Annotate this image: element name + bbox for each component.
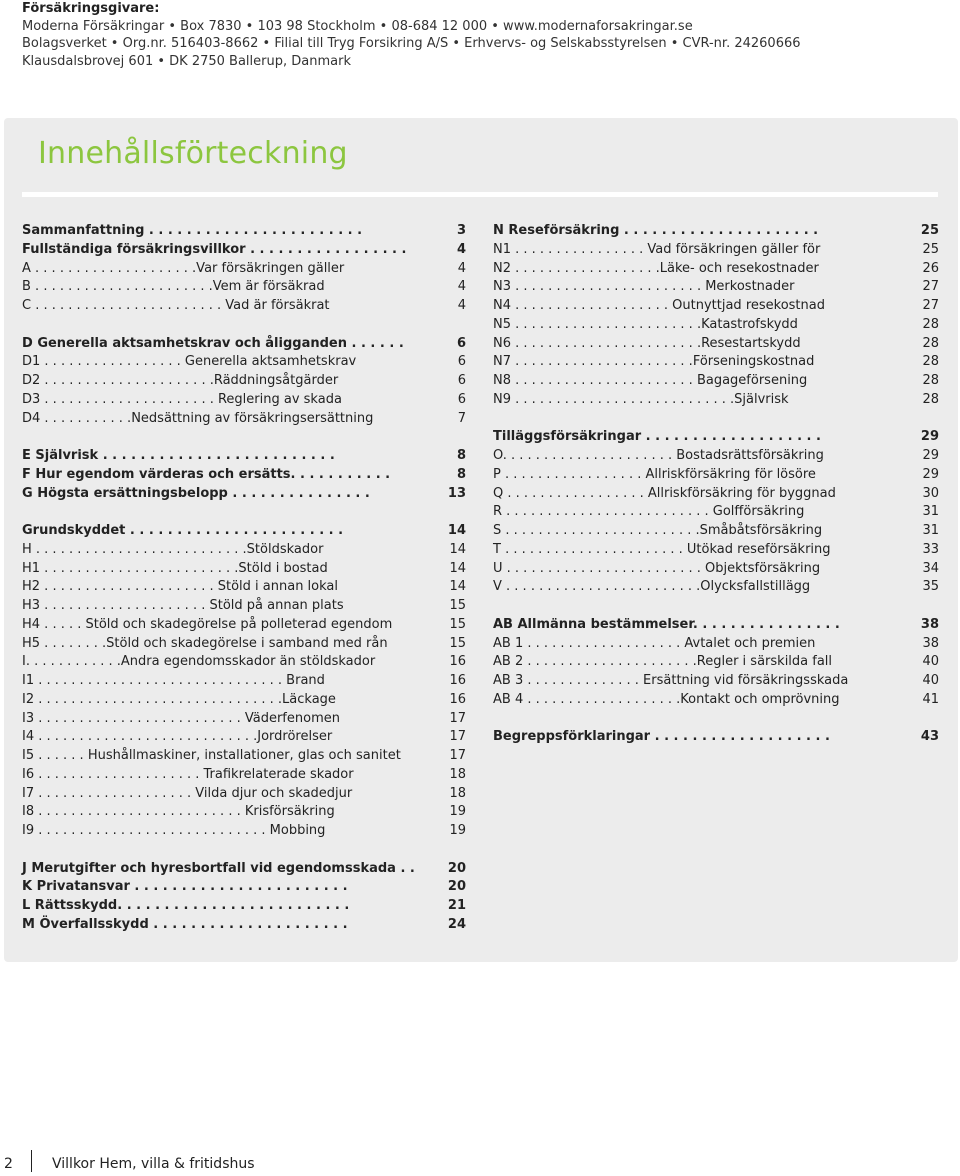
toc-entry-label: Tilläggsförsäkringar . . . . . . . . . . . . . . . . . . . — [493, 429, 821, 445]
toc-entry[interactable] — [22, 616, 470, 635]
toc-entry-page: 16 — [449, 691, 466, 707]
toc-entry[interactable] — [22, 353, 470, 372]
toc-entry-label: M Överfallsskydd . . . . . . . . . . . . . . . . . . . . . — [22, 916, 348, 932]
toc-entry[interactable] — [22, 822, 470, 841]
toc-entry[interactable] — [493, 260, 939, 279]
toc-spacer — [22, 503, 470, 522]
toc-entry[interactable] — [493, 485, 939, 504]
toc-entry-page: 30 — [922, 485, 939, 501]
toc-entry-page: 29 — [920, 429, 939, 445]
toc-entry[interactable] — [22, 728, 470, 747]
toc-entry-label: I9 . . . . . . . . . . . . . . . . . . . . . . . . . . . . Mobbing — [22, 823, 326, 838]
toc-entry-label: U . . . . . . . . . . . . . . . . . . . . . . . . Objektsförsäkring — [493, 560, 821, 576]
toc-entry-page: 25 — [920, 223, 939, 238]
insurer-heading: Försäkringsgivare: — [22, 1, 160, 16]
toc-entry-page: 26 — [922, 260, 939, 276]
document-title: Villkor Hem, villa & fritidshus — [52, 1156, 255, 1172]
toc-divider — [22, 192, 938, 197]
toc-entry-label: I2 . . . . . . . . . . . . . . . . . . . . . . . . . . . . . .Läckage — [22, 691, 336, 707]
toc-entry-label: V . . . . . . . . . . . . . . . . . . . . . . . .Olycksfallstillägg — [493, 579, 811, 595]
toc-entry-label: N8 . . . . . . . . . . . . . . . . . . . . . . Bagageförsening — [493, 373, 808, 388]
toc-section-entry[interactable] — [493, 616, 939, 635]
toc-section-entry[interactable] — [22, 897, 470, 916]
toc-entry[interactable] — [22, 260, 470, 279]
toc-entry-page: 27 — [922, 279, 939, 295]
toc-entry-page: 28 — [922, 335, 939, 351]
toc-entry-page: 14 — [447, 523, 466, 538]
toc-entry-label: AB 1 . . . . . . . . . . . . . . . . . . . Avtalet och premien — [493, 635, 816, 651]
toc-entry-label: Begreppsförklaringar . . . . . . . . . . . . . . . . . . . — [493, 729, 830, 745]
toc-entry[interactable] — [22, 597, 470, 616]
toc-entry-page: 21 — [447, 898, 466, 913]
toc-entry-label: D Generella aktsamhetskrav och åligganden . . . . . . — [22, 335, 404, 351]
page-footer — [0, 1150, 960, 1176]
toc-entry-label: N1 . . . . . . . . . . . . . . . . Vad försäkringen gäller för — [493, 241, 821, 257]
toc-entry-page: 40 — [922, 673, 939, 688]
toc-entry-label: B . . . . . . . . . . . . . . . . . . . . . .Vem är försäkrad — [22, 279, 325, 295]
toc-entry-page: 17 — [449, 729, 466, 745]
toc-entry-label: AB 3 . . . . . . . . . . . . . . Ersättning vid försäkringsskada — [493, 673, 849, 688]
toc-entry-label: I4 . . . . . . . . . . . . . . . . . . . . . . . . . . .Jordrörelser — [22, 729, 333, 745]
toc-entry[interactable] — [493, 503, 939, 522]
toc-entry-label: D3 . . . . . . . . . . . . . . . . . . . . . Reglering av skada — [22, 391, 342, 407]
toc-entry-label: N5 . . . . . . . . . . . . . . . . . . . . . . .Katastrofskydd — [493, 316, 798, 332]
toc-entry-label: Sammanfattning . . . . . . . . . . . . . . . . . . . . . . . — [22, 223, 363, 238]
toc-entry-page: 19 — [449, 823, 466, 838]
toc-entry[interactable] — [493, 241, 939, 260]
toc-entry-label: R . . . . . . . . . . . . . . . . . . . . . . . . . Golfförsäkring — [493, 504, 805, 520]
toc-entry[interactable] — [493, 466, 939, 485]
toc-entry-page: 35 — [922, 579, 939, 595]
toc-entry-page: 3 — [456, 223, 466, 238]
toc-entry-label: I3 . . . . . . . . . . . . . . . . . . . . . . . . . Väderfenomen — [22, 710, 340, 726]
toc-entry-page: 15 — [449, 598, 466, 613]
toc-entry[interactable] — [22, 635, 470, 654]
toc-entry[interactable] — [493, 297, 939, 316]
toc-entry-page: 24 — [447, 916, 466, 932]
toc-entry[interactable] — [493, 541, 939, 560]
toc-entry[interactable] — [493, 316, 939, 335]
toc-entry-label: E Självrisk . . . . . . . . . . . . . . . . . . . . . . . . . — [22, 448, 335, 463]
toc-section-entry[interactable] — [493, 428, 939, 447]
toc-entry-page: 28 — [922, 354, 939, 370]
toc-entry[interactable] — [22, 372, 470, 391]
toc-section-entry[interactable] — [22, 860, 470, 879]
toc-entry-label: T . . . . . . . . . . . . . . . . . . . . . . Utökad reseförsäkring — [493, 541, 831, 557]
toc-entry[interactable] — [493, 278, 939, 297]
toc-entry[interactable] — [493, 522, 939, 541]
toc-entry-label: N Reseförsäkring . . . . . . . . . . . . . . . . . . . . . — [493, 223, 819, 238]
toc-entry-page: 40 — [922, 654, 939, 670]
toc-entry-label: S . . . . . . . . . . . . . . . . . . . . . . . .Småbåtsförsäkring — [493, 523, 823, 538]
toc-entry[interactable] — [22, 541, 470, 560]
toc-entry-page: 16 — [449, 654, 466, 670]
toc-entry[interactable] — [22, 803, 470, 822]
toc-entry-label: AB Allmänna bestämmelser. . . . . . . . . . . . . . . . — [493, 616, 840, 632]
toc-entry-page: 13 — [447, 485, 466, 501]
toc-entry-page: 14 — [449, 560, 466, 576]
toc-entry[interactable] — [493, 635, 939, 654]
insurer-header — [22, 0, 801, 70]
toc-section-entry[interactable] — [22, 485, 470, 504]
toc-entry-label: I6 . . . . . . . . . . . . . . . . . . . . Trafikrelaterade skador — [22, 766, 354, 782]
toc-entry-page: 14 — [449, 541, 466, 557]
toc-entry-page: 28 — [922, 373, 939, 388]
toc-entry-label: I1 . . . . . . . . . . . . . . . . . . . . . . . . . . . . . . Brand — [22, 673, 325, 688]
toc-entry[interactable] — [22, 691, 470, 710]
toc-entry-page: 28 — [922, 316, 939, 332]
toc-entry-page: 20 — [447, 879, 466, 895]
toc-entry-page: 16 — [449, 673, 466, 688]
toc-entry-label: F Hur egendom värderas och ersätts. . . . . . . . . . . — [22, 466, 391, 482]
toc-entry-page: 38 — [922, 635, 939, 651]
toc-entry-page: 7 — [457, 410, 466, 426]
toc-title: Innehållsförteckning — [38, 136, 348, 171]
toc-entry-label: D1 . . . . . . . . . . . . . . . . . Generella aktsamhetskrav — [22, 354, 357, 370]
toc-entry-label: I5 . . . . . . Hushållmaskiner, installationer, glas och sanitet — [22, 748, 401, 763]
toc-entry-label: I7 . . . . . . . . . . . . . . . . . . . Vilda djur och skadedjur — [22, 785, 353, 801]
toc-section-entry[interactable] — [22, 916, 470, 935]
toc-entry-label: N4 . . . . . . . . . . . . . . . . . . . Outnyttjad resekostnad — [493, 298, 825, 313]
toc-entry[interactable] — [493, 372, 939, 391]
toc-entry-label: J Merutgifter och hyresbortfall vid egendomsskada . . — [22, 860, 415, 876]
toc-entry-page: 34 — [922, 560, 939, 576]
toc-entry[interactable] — [22, 747, 470, 766]
toc-entry-page: 17 — [449, 710, 466, 726]
footer-divider — [31, 1150, 32, 1172]
toc-entry-page: 29 — [922, 466, 939, 482]
toc-entry[interactable] — [493, 391, 939, 410]
toc-section-entry[interactable] — [22, 222, 470, 241]
toc-entry-label: I8 . . . . . . . . . . . . . . . . . . . . . . . . . Krisförsäkring — [22, 804, 335, 820]
toc-entry-page: 4 — [457, 279, 466, 295]
toc-section-entry[interactable] — [22, 241, 470, 260]
toc-entry-page: 18 — [449, 785, 466, 801]
toc-entry[interactable] — [493, 560, 939, 579]
toc-entry[interactable] — [22, 785, 470, 804]
toc-entry-page: 43 — [920, 729, 939, 745]
toc-entry-label: N2 . . . . . . . . . . . . . . . . . .Läke- och resekostnader — [493, 260, 819, 276]
toc-entry-label: C . . . . . . . . . . . . . . . . . . . . . . . Vad är försäkrat — [22, 298, 330, 313]
toc-entry-label: D2 . . . . . . . . . . . . . . . . . . . . .Räddningsåtgärder — [22, 373, 339, 388]
insurer-address-line: Moderna Försäkringar • Box 7830 • 103 98 Stockholm • 08-684 12 000 • www.modernaforsakringar.se — [22, 18, 693, 34]
toc-section-entry[interactable] — [22, 522, 470, 541]
toc-entry[interactable] — [493, 335, 939, 354]
toc-entry-page: 4 — [456, 241, 466, 257]
toc-entry-label: H5 . . . . . . . .Stöld och skadegörelse i samband med rån — [22, 635, 388, 651]
toc-spacer — [22, 316, 470, 335]
toc-entry-label: Grundskyddet . . . . . . . . . . . . . . . . . . . . . . . — [22, 523, 344, 538]
toc-spacer — [22, 428, 470, 447]
toc-entry-page: 8 — [456, 466, 466, 482]
toc-entry-page: 4 — [457, 260, 466, 276]
toc-entry[interactable] — [22, 410, 470, 429]
toc-entry-label: L Rättsskydd. . . . . . . . . . . . . . . . . . . . . . . . . — [22, 898, 350, 913]
toc-entry[interactable] — [22, 672, 470, 691]
toc-entry[interactable] — [22, 278, 470, 297]
toc-entry[interactable] — [493, 653, 939, 672]
toc-entry-page: 31 — [922, 504, 939, 520]
insurer-registration-line: Bolagsverket • Org.nr. 516403-8662 • Filial till Tryg Forsikring A/S • Erhvervs- og Selskabsstyrelsen • CVR-nr. 24260666 — [22, 36, 801, 51]
toc-section-entry[interactable] — [22, 466, 470, 485]
toc-section-entry[interactable] — [493, 222, 939, 241]
toc-spacer — [493, 710, 939, 729]
toc-entry-page: 41 — [922, 691, 939, 707]
toc-entry[interactable] — [22, 391, 470, 410]
toc-entry-label: N9 . . . . . . . . . . . . . . . . . . . . . . . . . . .Självrisk — [493, 391, 789, 407]
toc-entry-page: 28 — [922, 391, 939, 407]
toc-left-column — [22, 222, 470, 935]
toc-entry-label: D4 . . . . . . . . . . .Nedsättning av försäkringsersättning — [22, 410, 374, 426]
toc-entry-page: 15 — [449, 635, 466, 651]
toc-entry-label: Q . . . . . . . . . . . . . . . . . Allriskförsäkring för byggnad — [493, 485, 836, 501]
toc-spacer — [493, 410, 939, 429]
toc-entry-label: AB 4 . . . . . . . . . . . . . . . . . . .Kontakt och omprövning — [493, 691, 840, 707]
page-number: 2 — [4, 1156, 13, 1172]
toc-entry-label: K Privatansvar . . . . . . . . . . . . . . . . . . . . . . . — [22, 879, 348, 895]
toc-entry-page: 6 — [457, 373, 466, 388]
toc-section-entry[interactable] — [22, 447, 470, 466]
toc-entry-page: 6 — [457, 391, 466, 407]
toc-entry-page: 6 — [456, 335, 466, 351]
toc-entry-page: 6 — [457, 354, 466, 370]
toc-entry-page: 4 — [457, 298, 466, 313]
toc-entry[interactable] — [493, 447, 939, 466]
toc-section-entry[interactable] — [22, 335, 470, 354]
toc-entry[interactable] — [493, 672, 939, 691]
toc-spacer — [493, 597, 939, 616]
toc-entry[interactable] — [22, 578, 470, 597]
toc-entry-page: 19 — [449, 804, 466, 820]
toc-section-entry[interactable] — [493, 728, 939, 747]
toc-entry-label: H3 . . . . . . . . . . . . . . . . . . . . Stöld på annan plats — [22, 598, 344, 613]
toc-entry[interactable] — [22, 297, 470, 316]
toc-entry[interactable] — [22, 653, 470, 672]
toc-entry[interactable] — [493, 691, 939, 710]
toc-entry-label: H . . . . . . . . . . . . . . . . . . . . . . . . . .Stöldskador — [22, 541, 324, 557]
toc-entry[interactable] — [22, 766, 470, 785]
toc-entry-page: 27 — [922, 298, 939, 313]
toc-entry[interactable] — [493, 353, 939, 372]
toc-entry-page: 29 — [922, 448, 939, 463]
toc-entry-page: 25 — [922, 241, 939, 257]
toc-entry-page: 8 — [456, 448, 466, 463]
toc-entry-label: Fullständiga försäkringsvillkor . . . . . . . . . . . . . . . . . — [22, 241, 407, 257]
toc-entry-page: 20 — [447, 860, 466, 876]
toc-entry-label: G Högsta ersättningsbelopp . . . . . . . . . . . . . . . — [22, 485, 370, 501]
toc-entry-label: P . . . . . . . . . . . . . . . . . Allriskförsäkring för lösöre — [493, 466, 816, 482]
toc-entry-page: 31 — [922, 523, 939, 538]
toc-entry-page: 18 — [449, 766, 466, 782]
toc-entry-page: 33 — [922, 541, 939, 557]
toc-entry-label: H2 . . . . . . . . . . . . . . . . . . . . . Stöld i annan lokal — [22, 579, 339, 595]
toc-entry-label: N6 . . . . . . . . . . . . . . . . . . . . . . .Resestartskydd — [493, 335, 801, 351]
toc-entry-label: A . . . . . . . . . . . . . . . . . . . .Var försäkringen gäller — [22, 260, 345, 276]
toc-right-column — [493, 222, 939, 747]
toc-entry-page: 38 — [920, 616, 939, 632]
toc-entry-page: 15 — [449, 616, 466, 632]
toc-entry-label: AB 2 . . . . . . . . . . . . . . . . . . . . .Regler i särskilda fall — [493, 654, 833, 670]
toc-entry-page: 17 — [449, 748, 466, 763]
toc-entry-page: 14 — [449, 579, 466, 595]
toc-spacer — [22, 841, 470, 860]
toc-section-entry[interactable] — [22, 878, 470, 897]
toc-entry-label: N3 . . . . . . . . . . . . . . . . . . . . . . . Merkostnader — [493, 279, 795, 295]
insurer-branch-address-line: Klausdalsbrovej 601 • DK 2750 Ballerup, Danmark — [22, 53, 351, 69]
toc-entry-label: H1 . . . . . . . . . . . . . . . . . . . . . . . .Stöld i bostad — [22, 560, 328, 576]
toc-entry-label: N7 . . . . . . . . . . . . . . . . . . . . . .Förseningskostnad — [493, 354, 815, 370]
toc-entry[interactable] — [22, 710, 470, 729]
toc-entry[interactable] — [493, 578, 939, 597]
toc-entry[interactable] — [22, 560, 470, 579]
toc-entry-label: I. . . . . . . . . . . .Andra egendomsskador än stöldskador — [22, 654, 376, 670]
toc-entry-label: O. . . . . . . . . . . . . . . . . . . . . Bostadsrättsförsäkring — [493, 448, 824, 463]
toc-entry-label: H4 . . . . . Stöld och skadegörelse på polleterad egendom — [22, 616, 393, 632]
